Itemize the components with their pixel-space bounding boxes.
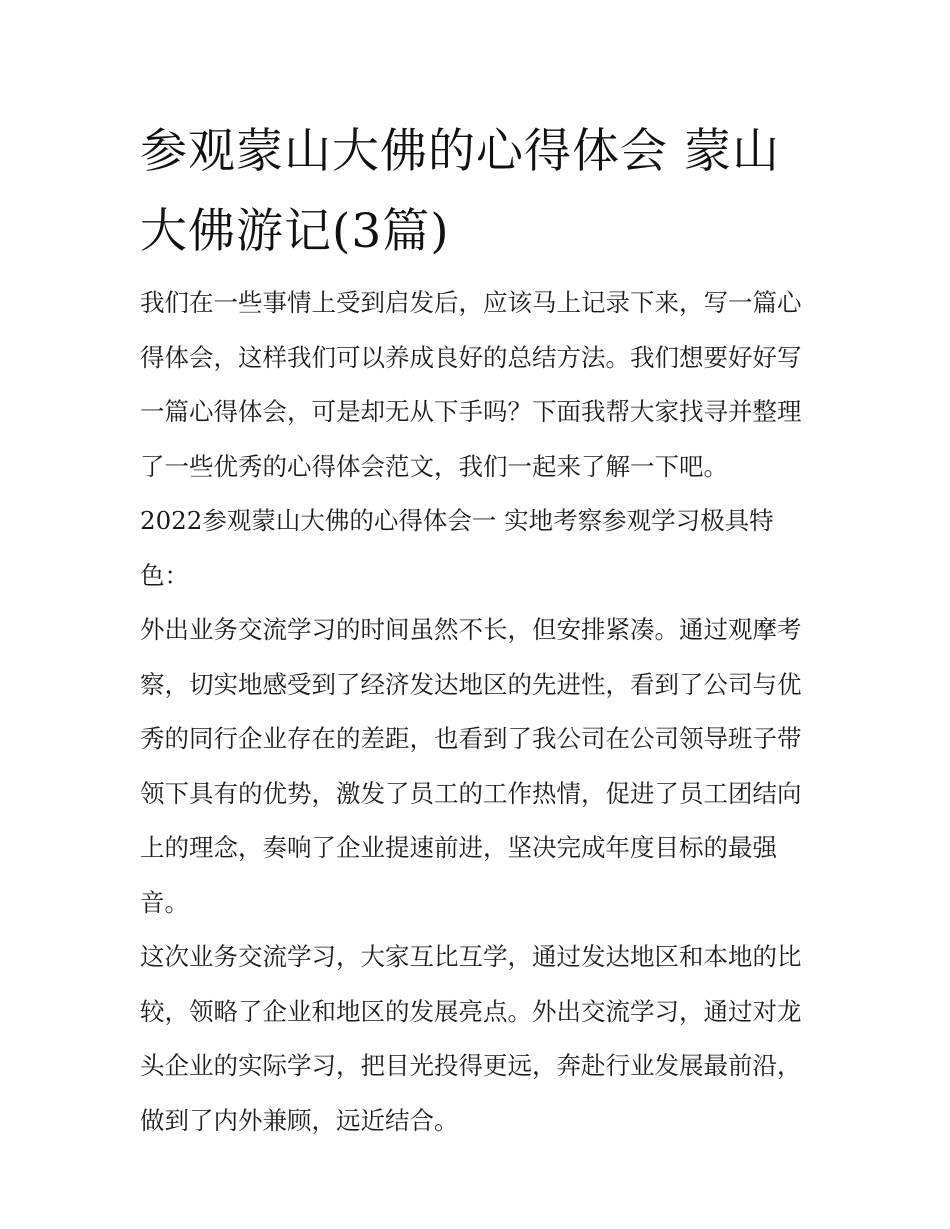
paragraph-body-1: 外出业务交流学习的时间虽然不长，但安排紧凑。通过观摩考察，切实地感受到了经济发达地区的先进性，看到了公司与优秀的同行企业存在的差距，也看到了我公司在公司领导班子带领下具有的优势，激发了员工的工作热情，促进了员工团结向上的理念，奏响了企业提速前进，坚决完成年度目标的最强音。 bbox=[140, 615, 802, 917]
document-body bbox=[140, 276, 816, 1148]
paragraph-body-2: 这次业务交流学习，大家互比互学，通过发达地区和本地的比较，领略了企业和地区的发展亮点。外出交流学习，通过对龙头企业的实际学习，把目光投得更远，奔赴行业发展最前沿，做到了内外兼顾，远近结合。 bbox=[140, 942, 802, 1135]
paragraph-heading-1: 2022参观蒙山大佛的心得体会一 实地考察参观学习极具特色： bbox=[140, 506, 774, 590]
document-title: 参观蒙山大佛的心得体会 蒙山大佛游记(3篇) bbox=[140, 124, 780, 259]
paragraph-intro: 我们在一些事情上受到启发后，应该马上记录下来，写一篇心得体会，这样我们可以养成良好的总结方法。我们想要好好写一篇心得体会，可是却无从下手吗？下面我帮大家找寻并整理了一些优秀的心得体会范文，我们一起来了解一下吧。 bbox=[140, 288, 802, 481]
